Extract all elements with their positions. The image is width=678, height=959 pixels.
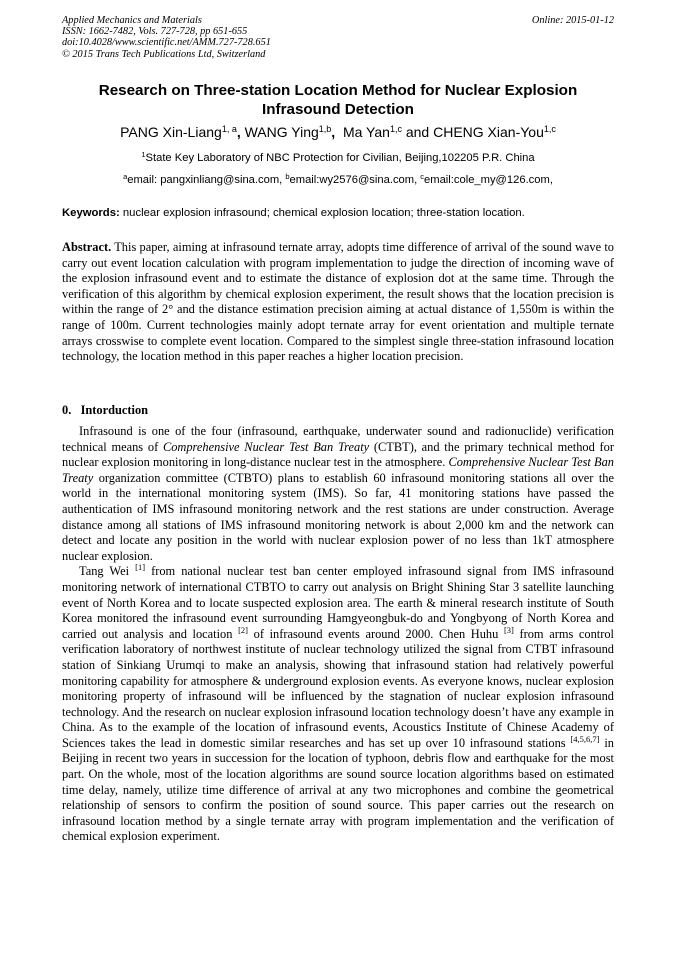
introduction: [62, 424, 614, 845]
abstract-label: Abstract.: [62, 240, 112, 254]
author-affiliation-mark: 1, a: [221, 124, 237, 134]
abstract-text: This paper, aiming at infrasound ternate array, adopts time difference of arrival of the sound wave to carry out event location calculation with program implementation to judge the direction of incoming wave of the explosion infrasound event and to estimate the distance of explosion dot at the same time. Through the verification of this algorithm by chemical explosion experiment, the result shows that the location precision is within the range of 2° and the distance estimation precision aiming at actual distance of 1,550m is within the range of 100m. Current technologies mainly adopt ternate array for event orientation and multiple ternate arrays crosswise to complete event location. Compared to the simplest single three-station infrasound location technology, the location method in this paper reaches a higher location precision.: [62, 240, 614, 364]
text-run: from national nuclear test ban center employed infrasound signal from IMS infrasound monitoring network of international CTBTO to carry out analysis on Bright Shining Star 3 satellite launching event of North Korea and to locate suspected explosion area. The earth & mineral research institute of South Korea monitored the infrasound event surrounding Hamgyeongbuk-do and Yongbyong of North Korea and carried out analysis and location: [62, 564, 614, 641]
email-address: email:cole_my@126.com,: [424, 174, 553, 186]
text-run: of infrasound events around 2000. Chen Huhu: [248, 626, 504, 641]
email-list: [62, 173, 614, 187]
title-line-2: Infrasound Detection: [262, 101, 414, 118]
text-run: Infrasound is one of the four (infrasound, earthquake, underwater sound and radionuclide) verification technical means of: [62, 424, 614, 454]
citation: [1]: [135, 562, 146, 573]
email-mark: c: [420, 172, 425, 181]
citation: [2]: [238, 624, 248, 635]
issn-line: ISSN: 1662-7482, Vols. 727-728, pp 651-655: [62, 26, 248, 38]
journal-header: [62, 15, 614, 60]
intro-paragraph-2: [62, 564, 614, 845]
author-list: [62, 123, 614, 141]
author-separator: ,: [236, 124, 245, 140]
copyright-line: © 2015 Trans Tech Publications Ltd, Switzerland: [62, 48, 266, 60]
keywords: [62, 206, 614, 220]
email-mark: a: [123, 172, 128, 181]
journal-name: Applied Mechanics and Materials: [62, 15, 202, 26]
email-mark: b: [285, 172, 290, 181]
citation: [4,5,6,7]: [570, 733, 600, 744]
author-affiliation-mark: 1,c: [543, 124, 556, 134]
treaty-name: Comprehensive Nuclear Test Ban Treaty: [62, 455, 614, 485]
section-heading: 0. Intorduction: [62, 403, 149, 417]
author-separator: and: [401, 124, 434, 140]
citation: [3]: [503, 624, 514, 635]
text-run: Tang Wei: [79, 564, 136, 579]
author-name: CHENG Xian-You: [433, 124, 544, 140]
author-affiliation-mark: 1,b: [318, 124, 332, 134]
abstract: [62, 240, 614, 365]
text-run: in Beijing in recent two years in succession for the location of typhoon, debris flow and earthquake for the most part. On the whole, most of the location algorithms are sound source location algorithms based on estimated time delay, namely, utilize time difference of arrival at any two microphones and combine the geometrical relationship of sensors to confirm the position of sound source. This paper carries out the research on infrasound location method by a single ternate array with program implementation and the verification of chemical explosion experiment.: [62, 735, 614, 844]
keywords-text: nuclear explosion infrasound; chemical explosion location; three-station location.: [119, 207, 525, 219]
email-address: email:wy2576@sina.com,: [289, 174, 421, 186]
text-run: organization committee (CTBTO) plans to establish 60 infrasound monitoring stations all over the world in the international monitoring system (IMS). So far, 41 monitoring stations have passed the authentication of IMS infrasound monitoring network and the rest stations are under construction. Average distance among all stations of IMS infrasound monitoring network is about 2,000 km and the network can detect and locate any position in the world with nuclear explosion power of no less than 1kT atmosphere nuclear explosion.: [62, 470, 614, 563]
email-address: email: pangxinliang@sina.com,: [127, 174, 286, 186]
online-date: Online: 2015-01-12: [531, 15, 614, 26]
intro-paragraph-1: [62, 424, 614, 564]
title-line-1: Research on Three-station Location Method for Nuclear Explosion: [98, 82, 578, 99]
doi-line: doi:10.4028/www.scientific.net/AMM.727-728.651: [62, 37, 271, 49]
treaty-name: Comprehensive Nuclear Test Ban Treaty: [162, 439, 370, 454]
author-name: PANG Xin-Liang: [120, 124, 222, 140]
author-affiliation-mark: 1,c: [389, 124, 402, 134]
author-name: WANG Ying: [244, 124, 319, 140]
affiliation-mark: 1: [141, 150, 146, 159]
text-run: (CTBT), and the primary technical method for nuclear explosion monitoring in long-distance nuclear test in the atmosphere.: [62, 439, 614, 470]
author-name: Ma Yan: [342, 124, 390, 140]
text-run: from arms control verification laboratory of northwest institute of nuclear technology utilized the signal from CTBT infrasound station of Sinkiang Urumqi to make an analysis, showing that infrasound station had relatively powerful monitoring capability for atmosphere & underground explosion events. As everyone knows, nuclear explosion monitoring property of infrasound will be influenced by the stagnation of nuclear explosion infrasound technology. And the research on nuclear explosion infrasound location technology doesn’t have any example in China. As to the example of the location of infrasound events, Acoustics Institute of Chinese Academy of Sciences takes the lead in domestic similar researches and has set up over 10 infrasound stations: [62, 626, 614, 750]
affiliation: [62, 151, 614, 165]
paper-title: [62, 81, 614, 119]
affiliation-text: State Key Laboratory of NBC Protection for Civilian, Beijing,102205 P.R. China: [145, 152, 535, 164]
keywords-label: Keywords:: [62, 207, 120, 219]
author-separator: ,: [331, 124, 343, 140]
